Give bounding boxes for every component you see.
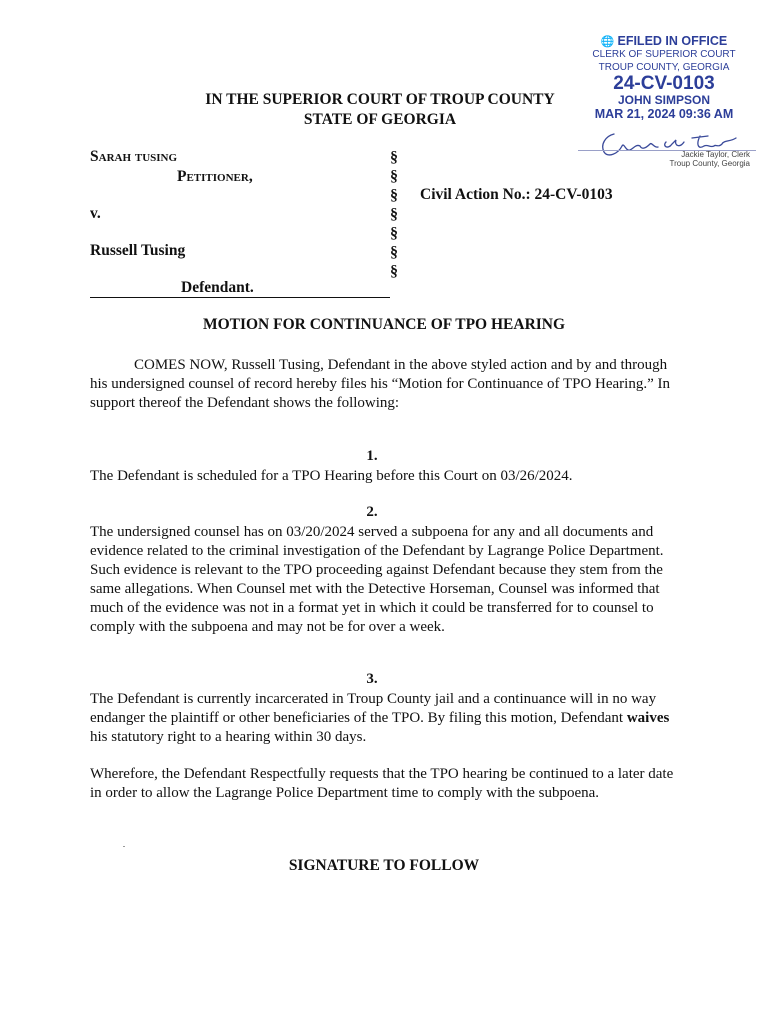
efile-stamp	[592, 34, 736, 122]
section-symbol: §	[390, 187, 398, 204]
section-column	[390, 148, 398, 281]
petitioner-role: Petitioner,	[177, 168, 253, 185]
intro-paragraph: COMES NOW, Russell Tusing, Defendant in the above styled action and by and through his undersigned counsel of record hereby files his “Motion for Continuance of TPO Hearing.” In support thereof the Defendant shows the following:	[90, 357, 670, 411]
efile-office: CLERK OF SUPERIOR COURT	[592, 49, 736, 60]
wherefore-paragraph: Wherefore, the Defendant Respectfully requests that the TPO hearing be continued to a later date in order to allow the Lagrange Police Department time to comply with the subpoena.	[90, 766, 674, 801]
court-name: IN THE SUPERIOR COURT OF TROUP COUNTY	[205, 91, 555, 108]
versus-label: v.	[90, 205, 101, 222]
civil-action-number: Civil Action No.: 24-CV-0103	[420, 186, 613, 203]
court-header	[170, 90, 590, 130]
paragraph-text: The Defendant is currently incarcerated in Troup County jail and a continuance will in no way endanger the plaintiff or other beneficiaries of the TPO. By filing this motion, Defendant waives his statutory right to a hearing within 30 days.	[90, 691, 670, 745]
globe-icon: 🌐	[600, 36, 615, 48]
signature-to-follow: SIGNATURE TO FOLLOW	[288, 857, 480, 874]
efile-heading: 🌐 EFILED IN OFFICE	[600, 34, 728, 48]
paragraph-number: 3.	[366, 671, 378, 687]
paragraph-number: 1.	[366, 448, 378, 464]
section-symbol: §	[390, 206, 398, 223]
motion-title: MOTION FOR CONTINUANCE OF TPO HEARING	[202, 316, 566, 333]
section-symbol: §	[390, 168, 398, 185]
petitioner-name: Sarah tusing	[90, 148, 178, 165]
clerk-location: Troup County, Georgia	[669, 159, 750, 168]
efile-case-number: 24-CV-0103	[613, 73, 715, 94]
paragraph-number: 2.	[366, 504, 378, 520]
clerk-name: Jackie Taylor, Clerk	[681, 150, 750, 159]
efile-judge: JOHN SIMPSON	[617, 93, 710, 107]
stray-mark	[123, 846, 125, 847]
defendant-role-line	[90, 279, 390, 298]
defendant-role: Defendant.	[181, 279, 254, 296]
section-symbol: §	[390, 225, 398, 242]
paragraph-text: The undersigned counsel has on 03/20/2024 served a subpoena for any and all documents and evidence related to the criminal investigation of the Defendant by Lagrange Police Department. Such evidence is relevant to the TPO proceeding against Defendant because they stem from the same allegations. When Counsel met with the Detective Horseman, Counsel was informed that much of the evidence was not in a format yet in which it could be transferred for to counsel to comply with the subpoena and may not be for over a week.	[90, 524, 664, 635]
section-symbol: §	[390, 149, 398, 166]
paragraph-text: The Defendant is scheduled for a TPO Hearing before this Court on 03/26/2024.	[90, 468, 573, 484]
defendant-name: Russell Tusing	[90, 242, 186, 259]
efile-county: TROUP COUNTY, GEORGIA	[598, 62, 730, 73]
efile-datetime: MAR 21, 2024 09:36 AM	[594, 107, 734, 121]
waives-emphasis: waives	[626, 710, 670, 726]
court-state: STATE OF GEORGIA	[303, 111, 457, 128]
clerk-caption	[600, 150, 750, 168]
section-symbol: §	[390, 263, 398, 280]
section-symbol: §	[390, 244, 398, 261]
